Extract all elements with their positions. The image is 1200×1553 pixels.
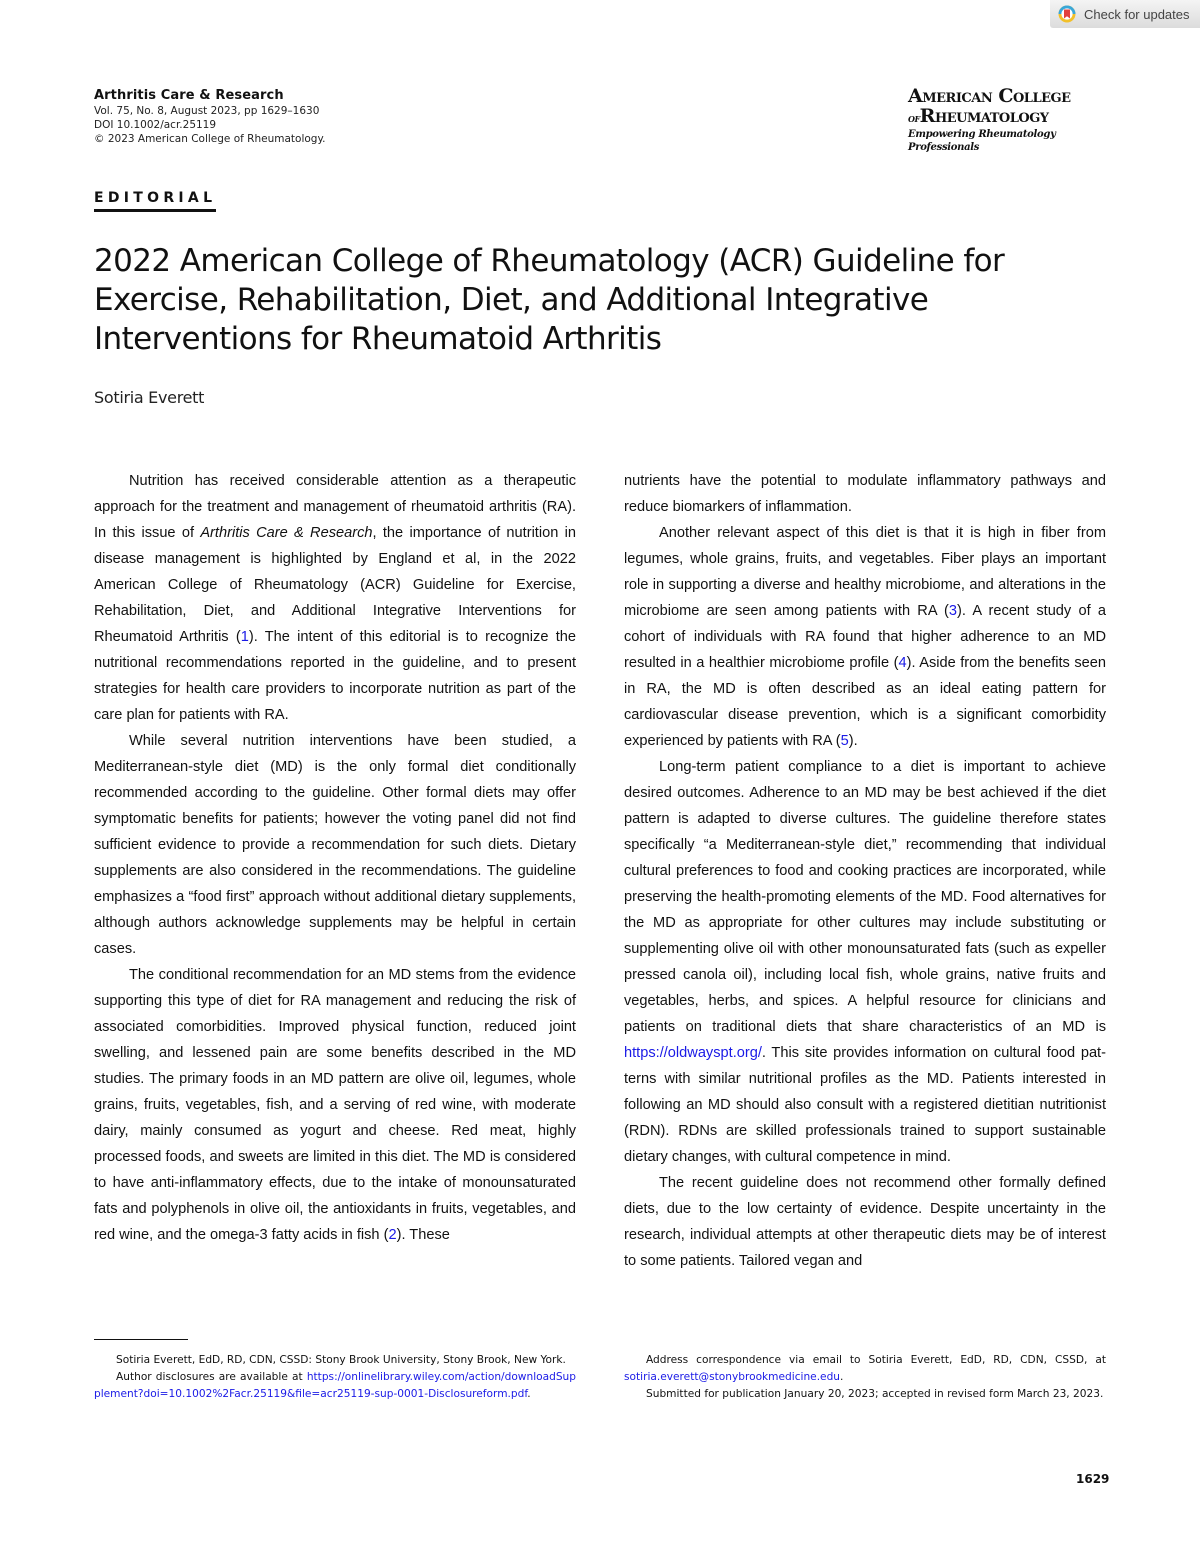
reference-link-1[interactable]: 1 <box>240 629 249 645</box>
paragraph <box>94 962 576 1248</box>
text-run: ). The intent of this editorial is to recognize the nutritional recommendations reported in the guideline, and to present strategies for health care providers to incorporate nutrition as part of the care plan for patients with RA. <box>94 629 576 723</box>
text-run: Address correspondence via email to Sotiria Everett, EdD, RD, CDN, CSSD, at <box>646 1354 1106 1366</box>
author-disclosures <box>94 1369 576 1403</box>
text-run: Nutrition has received considerable attention as a therapeutic approach for the treatment and management of rheumatoid arthritis (RA). In this issue of <box>94 473 576 541</box>
journal-name: Arthritis Care & Research <box>94 88 284 103</box>
paragraph: While several nutrition interventions have been studied, a Mediterranean-style diet (MD) is the only formal diet conditionally recommended according to the guideline. Other formal diets may offer symptomatic benefits for patients; however the voting panel did not find sufficient evidence to provide a recommendation for such diets. Dietary supplements are also considered in the recommendations. The guideline emphasizes a “food first” approach without additional dietary supplements, although authors acknowledge supplements may be helpful in certain cases. <box>94 733 576 957</box>
text-run: The conditional recommendation for an MD stems from the evidence supporting this type of diet for RA management and reducing the risk of associated comorbidities. Improved physical function, reduced joint swelling, and lessened pain are some benefits described in the MD studies. The primary foods in an MD pattern are olive oil, legumes, whole grains, fruits, vegetables, fish, and a serving of red wine, with moderate dairy, mainly consumed as yogurt and cheese. Red meat, highly processed foods, and sweets are limited in this diet. The MD is considered to have anti-inflammatory effects, due to the intake of monounsaturated fats and polyphenols in olive oil, the antioxidants in fruits, vegetables, and red wine, and the omega-3 fatty acids in fish ( <box>94 967 576 1243</box>
text-run: ). These <box>396 1227 450 1243</box>
paragraph <box>624 754 1106 1170</box>
oldways-link[interactable]: https://oldwayspt.org/ <box>624 1045 762 1061</box>
journal-volume: Vol. 75, No. 8, August 2023, pp 1629–1630 <box>94 105 320 117</box>
reference-link-2[interactable]: 2 <box>388 1227 397 1243</box>
paragraph <box>94 468 576 728</box>
text-run: ). Aside from the benefits seen in RA, the MD is often described as an ideal eating pattern for cardiovascular disease prevention, which is a significant comorbidity experienced by patients with RA ( <box>624 655 1106 749</box>
disclosure-link[interactable]: https://onlinelibrary.wiley.com/action/downloadSupplement?doi=10.1002%2Facr.25119&file=acr25119-sup-0001-Disclosureform.pdf <box>94 1371 576 1400</box>
paragraph: The recent guideline does not recommend other formally defined diets, due to the low certainty of evidence. Despite uncertainty in the research, individual attempts at other therapeutic diets may be of interest to some patients. Tailored vegan and <box>624 1175 1106 1269</box>
footnotes-right <box>624 1352 1106 1403</box>
article-author: Sotiria Everett <box>94 388 205 407</box>
text-run: , the importance of nutrition in disease management is highlighted by England et al, in the 2022 American College of Rheumatology (ACR) Guideline for Exercise, Rehabilitation, Diet, and Additional Integrative Interventions for Rheumatoid Arthritis ( <box>94 525 576 645</box>
paragraph <box>624 520 1106 754</box>
article-title: 2022 American College of Rheumatology (ACR) Guideline for Exercise, Rehabilitation, Diet, and Additional Integrative Interventions for Rheumatoid Arthritis <box>94 243 1005 357</box>
text-run: . This site provides information on cultural food patterns with similar nutritional profiles as the MD. Patients interested in following an MD should also consult with a registered dietitian nutritionist (RDN). RDNs are skilled professionals trained to support sustainable dietary changes, with cultural competence in mind. <box>624 1045 1106 1165</box>
page-number: 1629 <box>1076 1472 1110 1486</box>
submission-dates: Submitted for publication January 20, 2023; accepted in revised form March 23, 2023. <box>646 1388 1104 1400</box>
logo-line-2 <box>908 106 1108 128</box>
correspondence-email-link[interactable]: sotiria.everett@stonybrookmedicine.edu <box>624 1371 841 1383</box>
section-label: EDITORIAL <box>94 190 216 212</box>
journal-copyright: © 2023 American College of Rheumatology. <box>94 133 326 145</box>
logo-tagline: Empowering Rheumatology Professionals <box>908 129 1056 153</box>
text-run: Author disclosures are available at <box>116 1371 307 1383</box>
logo-line-1: American College <box>908 85 1071 107</box>
acr-logo <box>908 86 1108 154</box>
paragraph-continued: nutrients have the potential to modulate inflammatory pathways and reduce biomarkers of inflammation. <box>624 473 1106 515</box>
crossmark-icon <box>1058 5 1076 23</box>
logo-rheumatology: Rheumatology <box>919 105 1049 127</box>
reference-link-5[interactable]: 5 <box>840 733 849 749</box>
text-run: ). <box>848 733 858 749</box>
body-column-left <box>94 468 576 1248</box>
correspondence <box>624 1352 1106 1386</box>
text-run: Long-term patient compliance to a diet is important to achieve desired outcomes. Adherence to an MD may be best achieved if the diet pattern is adapted to diverse cultures. The guideline therefore states specifically “a Mediterranean-style diet,” recommending that individual cultural preferences to food and cooking practices are incorporated, while preserving the health-promoting elements of the MD. Food alternatives for the MD as appropriate for other cultures may include substituting or supplementing olive oil with other monounsaturated fats (such as expeller pressed canola oil), including local fish, whole grains, native fruits and vegetables, herbs, and spices. A helpful resource for clinicians and patients on traditional diets that share characteristics of an MD is <box>624 759 1106 1035</box>
journal-doi: DOI 10.1002/acr.25119 <box>94 119 217 131</box>
logo-of: of <box>908 111 920 125</box>
text-run: Another relevant aspect of this diet is that it is high in fiber from legumes, whole grains, fruits, and vegetables. Fiber plays an important role in supporting a diverse and healthy microbiome, and alterations in the microbiome are seen among patients with RA ( <box>624 525 1106 619</box>
text-run: . <box>840 1371 844 1383</box>
journal-name-italic: Arthritis Care & Research <box>200 525 373 541</box>
text-run: . <box>527 1388 531 1400</box>
journal-info <box>94 88 326 146</box>
reference-link-4[interactable]: 4 <box>898 655 907 671</box>
check-for-updates-label: Check for updates <box>1084 6 1190 22</box>
text-run: ). A recent study of a cohort of individuals with RA found that higher adherence to an MD resulted in a healthier microbiome profile ( <box>624 603 1106 671</box>
reference-link-3[interactable]: 3 <box>948 603 958 619</box>
check-for-updates-button[interactable] <box>1050 0 1200 28</box>
footnote-divider <box>94 1339 188 1340</box>
footnotes-left <box>94 1352 576 1403</box>
body-column-right <box>624 468 1106 1274</box>
author-affiliation: Sotiria Everett, EdD, RD, CDN, CSSD: Stony Brook University, Stony Brook, New York. <box>116 1354 566 1366</box>
